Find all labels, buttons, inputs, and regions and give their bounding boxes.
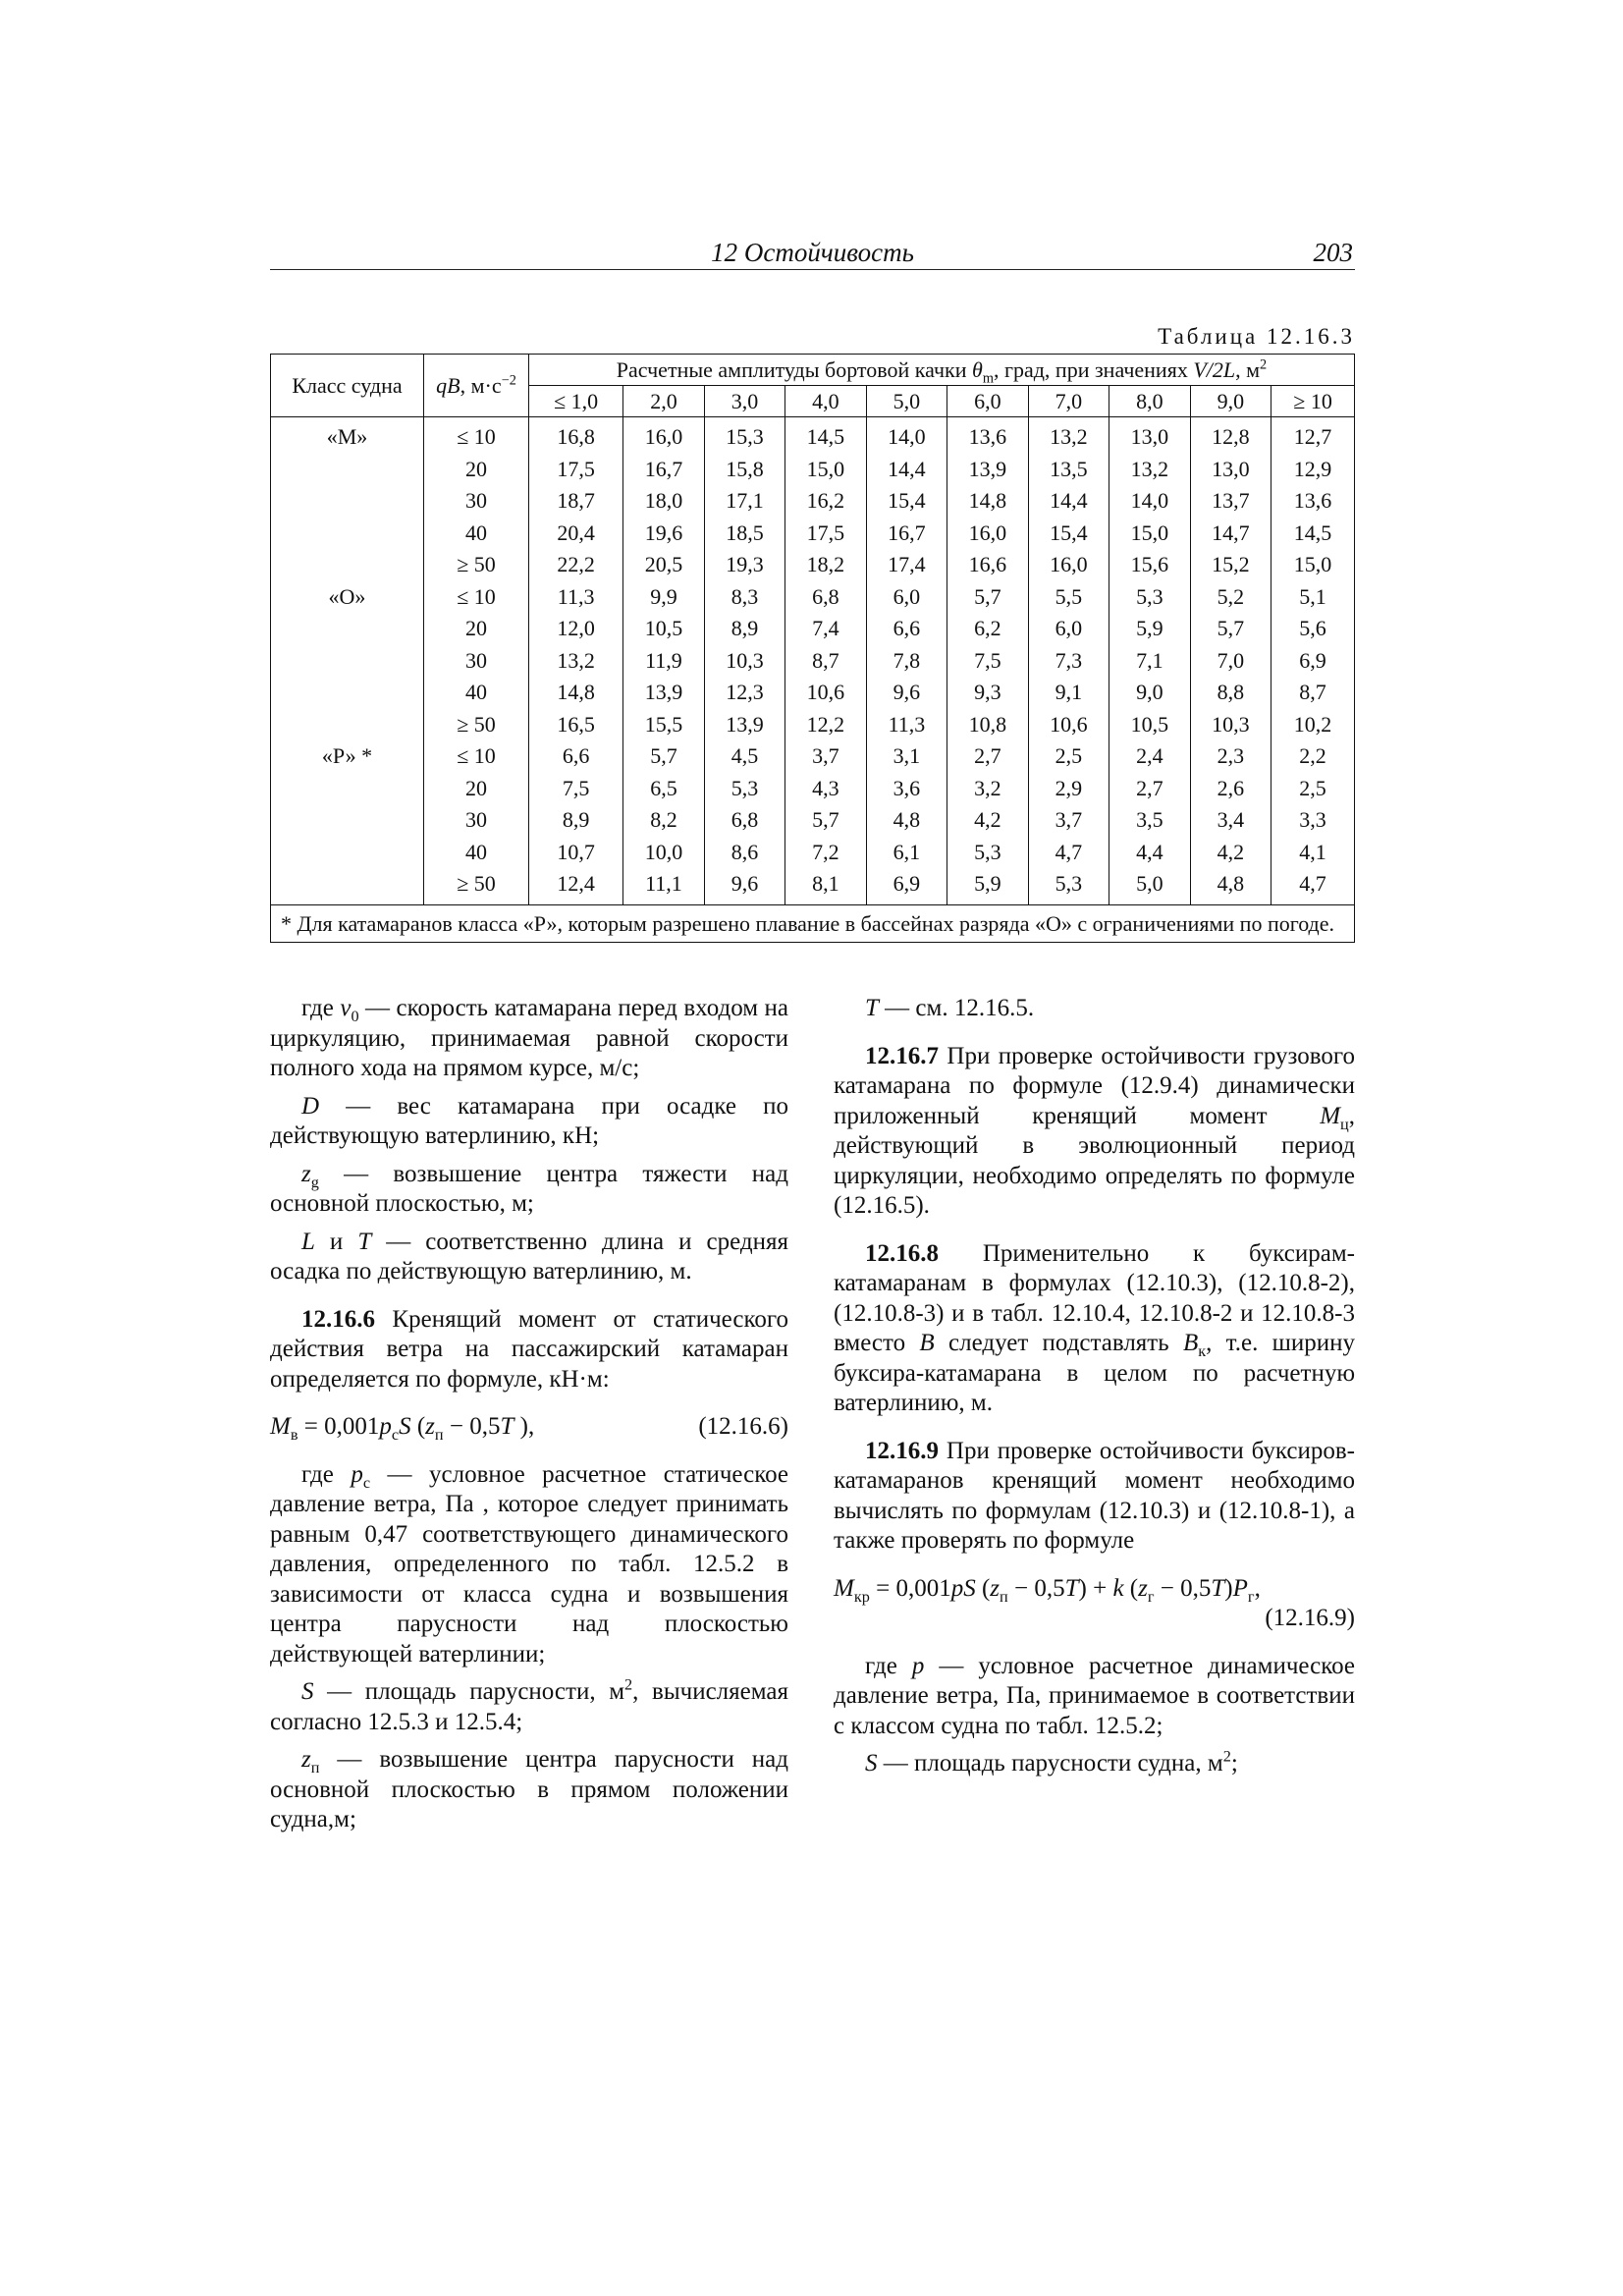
amplitude-cell: 15,0 (785, 454, 866, 486)
amplitude-cell: 6,0 (866, 581, 947, 614)
amplitude-cell: 7,0 (1190, 645, 1271, 678)
amplitude-cell: 12,0 (529, 613, 623, 645)
amplitude-cell: 14,7 (1190, 518, 1271, 550)
paragraph: где $v_0$ — скорость катамарана перед входом на циркуляцию, принимаемая равной скорости полного хода на прямом курсе, м/с; (270, 995, 789, 1081)
table-caption: Таблица 12.16.3 (1158, 324, 1355, 349)
amplitude-cell: 9,3 (947, 677, 1028, 709)
qb-value: 30 (424, 645, 529, 678)
amplitude-cell: 2,5 (1028, 740, 1109, 773)
table-row (271, 645, 1355, 678)
amplitude-cell: 5,6 (1271, 613, 1355, 645)
amplitude-cell: 14,5 (785, 417, 866, 454)
amplitude-cell: 6,0 (1028, 613, 1109, 645)
amplitude-cell: 2,7 (1109, 773, 1190, 805)
amplitude-cell: 7,5 (529, 773, 623, 805)
amplitude-cell: 10,6 (1028, 709, 1109, 741)
amplitude-cell: 14,0 (1109, 485, 1190, 518)
amplitude-cell: 6,5 (623, 773, 704, 805)
amplitude-cell: 12,8 (1190, 417, 1271, 454)
table-row (271, 454, 1355, 486)
amplitude-cell: 13,9 (623, 677, 704, 709)
amplitude-cell: 12,3 (704, 677, 784, 709)
amplitude-cell: 7,4 (785, 613, 866, 645)
page-number: 203 (1313, 238, 1353, 267)
amplitude-cell: 7,3 (1028, 645, 1109, 678)
amplitude-cell: 3,7 (1028, 804, 1109, 837)
column-header: 7,0 (1028, 386, 1109, 417)
qb-value: 40 (424, 677, 529, 709)
ship-class: «О» (271, 581, 424, 614)
amplitude-cell: 20,4 (529, 518, 623, 550)
section-paragraph: 12.16.9 При проверке остойчивости буксиров-катамаранов кренящий момент необходимо вычислять по формулам (12.10.3) и (12.10.8-1), а также проверять по формуле (834, 1437, 1355, 1554)
amplitude-cell: 10,7 (529, 837, 623, 869)
amplitude-cell: 7,5 (947, 645, 1028, 678)
empty-cell (271, 613, 424, 645)
qb-value: 40 (424, 837, 529, 869)
amplitude-cell: 14,8 (529, 677, 623, 709)
qb-value: 20 (424, 773, 529, 805)
empty-cell (271, 485, 424, 518)
chapter-title: 12 Остойчивость (711, 238, 914, 267)
table-row (271, 740, 1355, 773)
empty-cell (271, 773, 424, 805)
amplitude-cell: 10,3 (704, 645, 784, 678)
amplitude-cell: 5,0 (1109, 868, 1190, 904)
amplitude-cell: 15,5 (623, 709, 704, 741)
amplitude-cell: 7,8 (866, 645, 947, 678)
amplitude-cell: 4,4 (1109, 837, 1190, 869)
amplitude-cell: 18,2 (785, 549, 866, 581)
column-header: 4,0 (785, 386, 866, 417)
column-header: 8,0 (1109, 386, 1190, 417)
table-row (271, 581, 1355, 614)
table-row (271, 709, 1355, 741)
amplitude-cell: 5,1 (1271, 581, 1355, 614)
qb-value: ≤ 10 (424, 581, 529, 614)
amplitude-cell: 4,8 (866, 804, 947, 837)
formula: $M_{кр} = 0,001pS$ $(z_п - 0,5T) + k$ $(z_г - 0,5T)P_г$, (12.16.9) (834, 1574, 1355, 1634)
column-header: ≤ 1,0 (529, 386, 623, 417)
amplitude-cell: 15,0 (1109, 518, 1190, 550)
amplitude-cell: 13,0 (1190, 454, 1271, 486)
amplitude-cell: 11,3 (529, 581, 623, 614)
amplitude-cell: 10,5 (1109, 709, 1190, 741)
amplitude-cell: 5,7 (947, 581, 1028, 614)
column-header: 6,0 (947, 386, 1028, 417)
amplitude-cell: 22,2 (529, 549, 623, 581)
amplitude-cell: 19,6 (623, 518, 704, 550)
amplitude-cell: 2,6 (1190, 773, 1271, 805)
column-header: ≥ 10 (1271, 386, 1355, 417)
amplitude-cell: 19,3 (704, 549, 784, 581)
amplitude-cell: 4,7 (1028, 837, 1109, 869)
paragraph: S — площадь парусности судна, $м^2$; (865, 1747, 1238, 1777)
empty-cell (271, 804, 424, 837)
section-paragraph: 12.16.7 При проверке остойчивости грузового катамарана по формуле (12.9.4) динамически приложенный кренящий момент $M_ц$, действующий в эволюционный период циркуляции, необходимо определять по формуле (12.16.5). (834, 1042, 1355, 1219)
amplitude-cell: 3,7 (785, 740, 866, 773)
amplitude-cell: 8,3 (704, 581, 784, 614)
ship-class: «Р» * (271, 740, 424, 773)
table-row (271, 417, 1355, 454)
amplitude-cell: 13,2 (1109, 454, 1190, 486)
amplitude-cell: 13,9 (947, 454, 1028, 486)
amplitude-cell: 16,7 (866, 518, 947, 550)
amplitude-cell: 16,0 (623, 417, 704, 454)
amplitude-cell: 5,3 (1028, 868, 1109, 904)
amplitude-cell: 8,1 (785, 868, 866, 904)
amplitude-cell: 10,0 (623, 837, 704, 869)
amplitude-cell: 8,7 (1271, 677, 1355, 709)
qb-value: ≥ 50 (424, 868, 529, 904)
column-header: 9,0 (1190, 386, 1271, 417)
amplitude-cell: 15,3 (704, 417, 784, 454)
amplitude-cell: 9,6 (866, 677, 947, 709)
amplitude-cell: 4,2 (947, 804, 1028, 837)
amplitude-cell: 14,4 (1028, 485, 1109, 518)
amplitude-cell: 16,2 (785, 485, 866, 518)
amplitude-cell: 5,2 (1190, 581, 1271, 614)
amplitude-cell: 9,0 (1109, 677, 1190, 709)
amplitude-cell: 4,2 (1190, 837, 1271, 869)
empty-cell (271, 868, 424, 904)
amplitude-cell: 18,0 (623, 485, 704, 518)
amplitude-cell: 13,6 (947, 417, 1028, 454)
table-footnote: * Для катамаранов класса «Р», которым разрешено плавание в бассейнах разряда «О» с ограничениями по погоде. (271, 904, 1355, 942)
empty-cell (271, 454, 424, 486)
amplitude-cell: 15,8 (704, 454, 784, 486)
amplitude-cell: 4,8 (1190, 868, 1271, 904)
amplitude-cell: 6,6 (529, 740, 623, 773)
paragraph: $z_g$ — возвышение центра тяжести над основной плоскостью, м; (270, 1160, 788, 1217)
qb-value: ≤ 10 (424, 740, 529, 773)
section-paragraph: 12.16.6 Кренящий момент от статического действия ветра на пассажирский катамаран определяется по формуле, кН·м: (270, 1305, 788, 1393)
amplitude-cell: 3,3 (1271, 804, 1355, 837)
amplitude-cell: 13,5 (1028, 454, 1109, 486)
equation-number: (12.16.9) (1265, 1605, 1355, 1631)
empty-cell (271, 709, 424, 741)
amplitude-cell: 7,2 (785, 837, 866, 869)
amplitude-cell: 8,7 (785, 645, 866, 678)
table-row (271, 518, 1355, 550)
amplitude-cell: 15,6 (1109, 549, 1190, 581)
amplitude-cell: 13,6 (1271, 485, 1355, 518)
amplitude-cell: 8,2 (623, 804, 704, 837)
table-row (271, 868, 1355, 904)
amplitude-cell: 15,4 (866, 485, 947, 518)
amplitude-cell: 16,7 (623, 454, 704, 486)
amplitude-cell: 6,6 (866, 613, 947, 645)
amplitude-cell: 7,1 (1109, 645, 1190, 678)
qb-value: 20 (424, 454, 529, 486)
qb-value: ≤ 10 (424, 417, 529, 454)
amplitude-cell: 17,1 (704, 485, 784, 518)
amplitude-cell: 16,0 (947, 518, 1028, 550)
amplitude-cell: 17,4 (866, 549, 947, 581)
amplitude-cell: 15,4 (1028, 518, 1109, 550)
amplitude-cell: 12,7 (1271, 417, 1355, 454)
section-paragraph: 12.16.8 Применительно к буксирам-катамаранам в формулах (12.10.3), (12.10.8-2), (12.10.8-3) и в табл. 12.10.4, 12.10.8-2 и 12.10.8-3 вместо B следует подставлять $B_к$, т.е. ширину буксира-катамарана в целом по расчетную ватерлинию, м. (834, 1239, 1356, 1416)
amplitude-cell: 5,3 (704, 773, 784, 805)
amplitude-cell: 18,7 (529, 485, 623, 518)
amplitude-cell: 5,7 (1190, 613, 1271, 645)
amplitude-cell: 3,2 (947, 773, 1028, 805)
table-row (271, 549, 1355, 581)
amplitude-cell: 14,5 (1271, 518, 1355, 550)
amplitude-cell: 10,6 (785, 677, 866, 709)
amplitude-cell: 16,8 (529, 417, 623, 454)
amplitude-cell: 16,0 (1028, 549, 1109, 581)
amplitude-cell: 17,5 (529, 454, 623, 486)
amplitude-cell: 5,3 (947, 837, 1028, 869)
amplitude-cell: 9,1 (1028, 677, 1109, 709)
amplitude-cell: 5,3 (1109, 581, 1190, 614)
amplitude-cell: 8,6 (704, 837, 784, 869)
amplitude-cell: 16,5 (529, 709, 623, 741)
amplitude-cell: 2,2 (1271, 740, 1355, 773)
amplitude-cell: 8,8 (1190, 677, 1271, 709)
amplitude-cell: 13,2 (529, 645, 623, 678)
qb-value: ≥ 50 (424, 709, 529, 741)
amplitude-cell: 4,7 (1271, 868, 1355, 904)
amplitude-cell: 6,2 (947, 613, 1028, 645)
empty-cell (271, 645, 424, 678)
table-row (271, 804, 1355, 837)
amplitude-cell: 11,3 (866, 709, 947, 741)
amplitude-cell: 13,0 (1109, 417, 1190, 454)
paragraph: L и T — соответственно длина и средняя осадка по действующую ватерлинию, м. (270, 1228, 788, 1285)
amplitude-cell: 9,6 (704, 868, 784, 904)
header-class: Класс судна (271, 355, 424, 417)
amplitude-cell: 4,1 (1271, 837, 1355, 869)
amplitude-cell: 3,5 (1109, 804, 1190, 837)
amplitude-cell: 5,9 (1109, 613, 1190, 645)
amplitude-cell: 11,9 (623, 645, 704, 678)
amplitude-cell: 2,5 (1271, 773, 1355, 805)
amplitude-cell: 2,3 (1190, 740, 1271, 773)
amplitude-cell: 3,6 (866, 773, 947, 805)
amplitude-cell: 2,9 (1028, 773, 1109, 805)
empty-cell (271, 518, 424, 550)
amplitude-cell: 13,2 (1028, 417, 1109, 454)
amplitude-cell: 13,9 (704, 709, 784, 741)
amplitude-cell: 20,5 (623, 549, 704, 581)
formula: $M_в = 0,001p_cS$ ($z_п - 0,5T$ ), (12.16.6) (270, 1413, 788, 1444)
amplitude-cell: 14,0 (866, 417, 947, 454)
paragraph: S — площадь парусности, $м^2$, вычисляемая согласно 12.5.3 и 12.5.4; (270, 1675, 788, 1735)
qb-value: 40 (424, 518, 529, 550)
roll-amplitude-table (270, 354, 1355, 943)
amplitude-cell: 15,2 (1190, 549, 1271, 581)
amplitude-cell: 2,7 (947, 740, 1028, 773)
equation-number: (12.16.6) (698, 1413, 788, 1440)
table-row (271, 773, 1355, 805)
amplitude-cell: 15,0 (1271, 549, 1355, 581)
amplitude-cell: 14,8 (947, 485, 1028, 518)
amplitude-cell: 4,3 (785, 773, 866, 805)
amplitude-cell: 5,7 (785, 804, 866, 837)
amplitude-cell: 5,7 (623, 740, 704, 773)
amplitude-cell: 8,9 (529, 804, 623, 837)
amplitude-cell: 10,2 (1271, 709, 1355, 741)
paragraph: T — см. 12.16.5. (865, 995, 1035, 1021)
amplitude-cell: 14,4 (866, 454, 947, 486)
table-row (271, 677, 1355, 709)
amplitude-cell: 3,1 (866, 740, 947, 773)
column-header: 5,0 (866, 386, 947, 417)
qb-value: 20 (424, 613, 529, 645)
qb-value: 30 (424, 804, 529, 837)
paragraph: D — вес катамарана при осадке по действующую ватерлинию, кН; (270, 1092, 788, 1149)
ship-class: «М» (271, 417, 424, 454)
amplitude-cell: 8,9 (704, 613, 784, 645)
paragraph: где $p_c$ — условное расчетное статическое давление ветра, Па , которое следует принимать равным 0,47 соответствующего динамического давления, определенного по табл. 12.5.2 в зависимости от класса судна и возвышения центра парусности над плоскостью действующей ватерлинии; (270, 1460, 788, 1667)
amplitude-cell: 17,5 (785, 518, 866, 550)
amplitude-cell: 6,1 (866, 837, 947, 869)
amplitude-cell: 6,8 (704, 804, 784, 837)
table-row (271, 837, 1355, 869)
empty-cell (271, 549, 424, 581)
amplitude-cell: 6,9 (866, 868, 947, 904)
column-header: 2,0 (623, 386, 704, 417)
amplitude-cell: 6,8 (785, 581, 866, 614)
paragraph: где p — условное расчетное динамическое давление ветра, Па, принимаемое в соответствии с классом судна по табл. 12.5.2; (834, 1652, 1355, 1739)
running-header (270, 236, 1355, 270)
amplitude-cell: 11,1 (623, 868, 704, 904)
amplitude-cell: 2,4 (1109, 740, 1190, 773)
qb-value: 30 (424, 485, 529, 518)
amplitude-cell: 10,5 (623, 613, 704, 645)
amplitude-cell: 12,2 (785, 709, 866, 741)
amplitude-cell: 5,5 (1028, 581, 1109, 614)
table-row (271, 613, 1355, 645)
amplitude-cell: 10,3 (1190, 709, 1271, 741)
amplitude-cell: 12,9 (1271, 454, 1355, 486)
header-qb: qB, $м\cdot с^{-2}$ (424, 355, 529, 417)
qb-value: ≥ 50 (424, 549, 529, 581)
amplitude-cell: 6,9 (1271, 645, 1355, 678)
left-text-column (270, 994, 788, 1843)
right-text-column (834, 994, 1355, 1787)
amplitude-cell: 9,9 (623, 581, 704, 614)
paragraph: $z_п$ — возвышение центра парусности над основной плоскостью в прямом положении судна,м; (270, 1746, 788, 1832)
header-group: Расчетные амплитуды бортовой качки $\theta_m$, град, при значениях V/2L, $м^2$ (529, 355, 1355, 386)
amplitude-cell: 16,6 (947, 549, 1028, 581)
amplitude-cell: 18,5 (704, 518, 784, 550)
amplitude-cell: 3,4 (1190, 804, 1271, 837)
column-header: 3,0 (704, 386, 784, 417)
amplitude-cell: 10,8 (947, 709, 1028, 741)
table-row (271, 485, 1355, 518)
empty-cell (271, 677, 424, 709)
empty-cell (271, 837, 424, 869)
amplitude-cell: 5,9 (947, 868, 1028, 904)
amplitude-cell: 13,7 (1190, 485, 1271, 518)
amplitude-cell: 4,5 (704, 740, 784, 773)
amplitude-cell: 12,4 (529, 868, 623, 904)
